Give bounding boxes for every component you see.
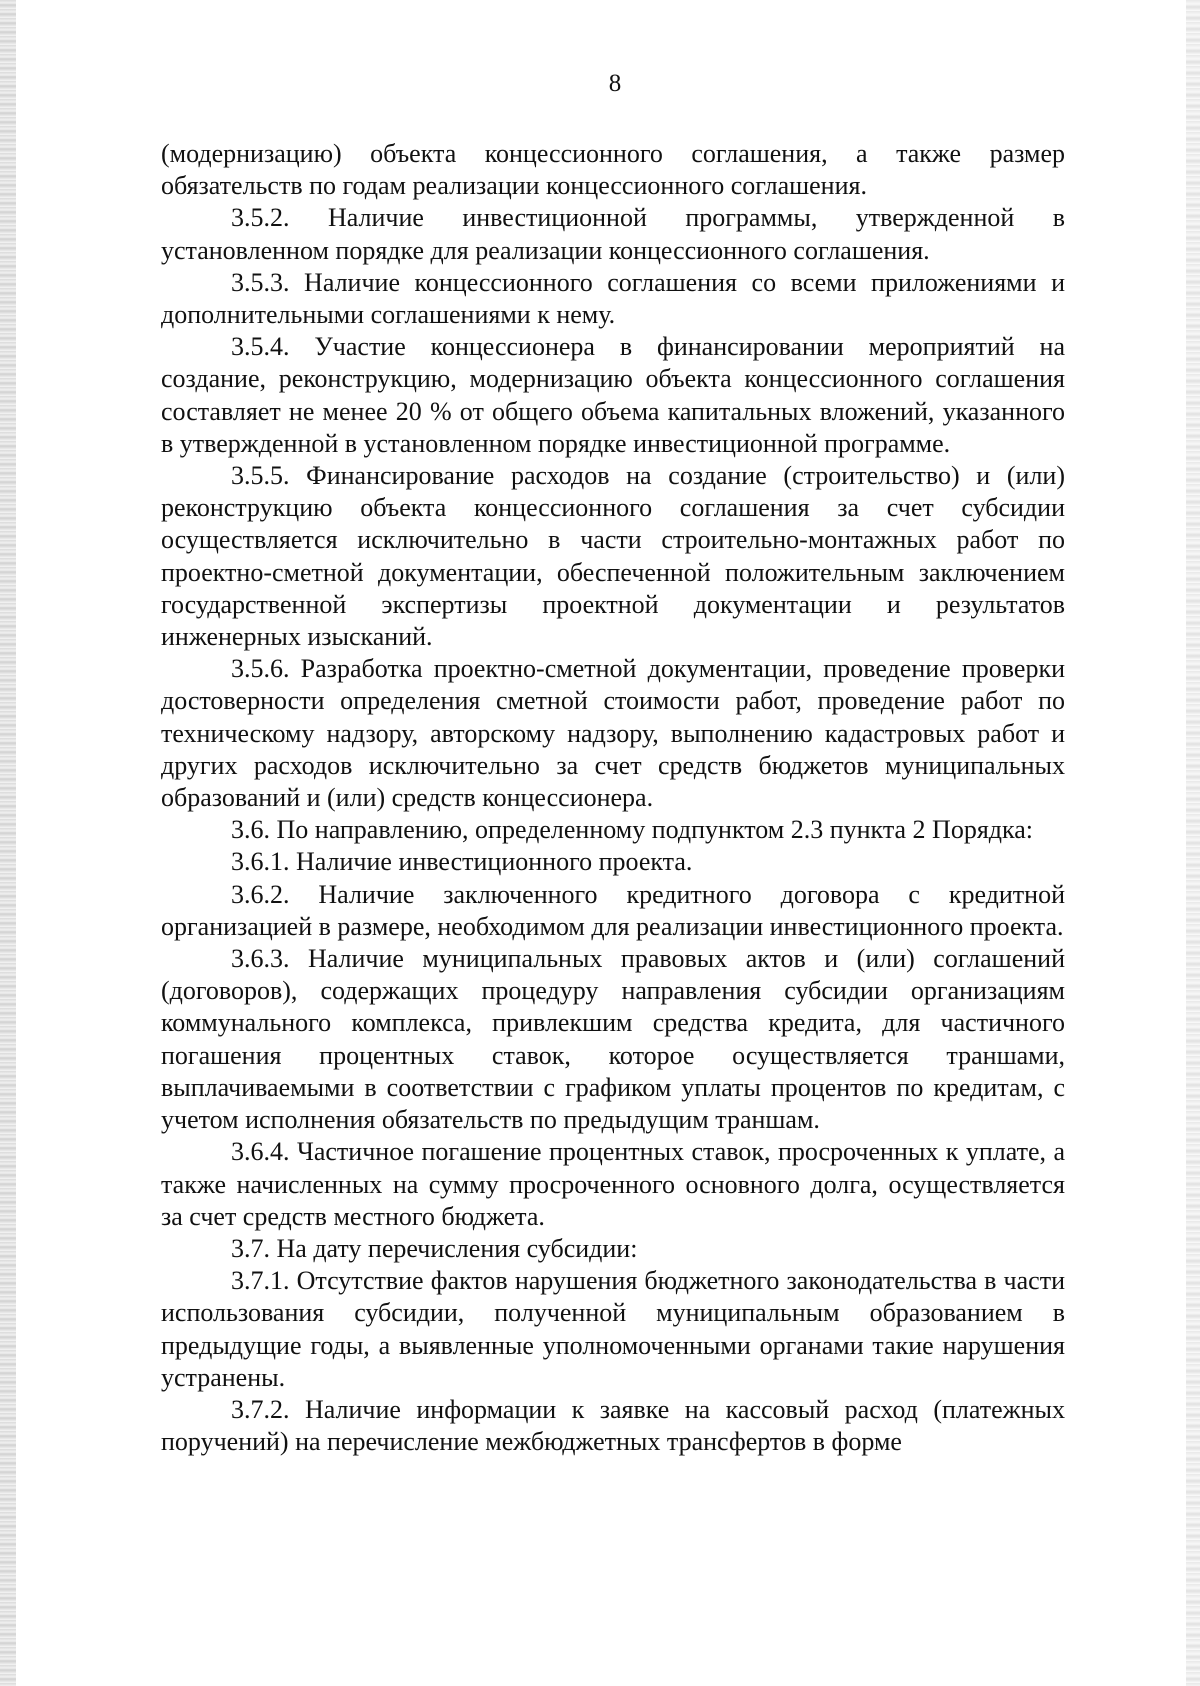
paragraph-3-5-5: 3.5.5. Финансирование расходов на создание (строительство) и (или) реконструкцию объекта концессионного соглашения за счет субсидии осуществляется исключительно в части строительно-монтажных работ по проектно-сметной документации, обеспеченной положительным заключением государственной экспертизы проектной документации и результатов инженерных изысканий. — [161, 461, 1065, 652]
paragraph-3-5-6: 3.5.6. Разработка проектно-сметной документации, проведение проверки достоверности определения сметной стоимости работ, проведение работ по техническому надзору, авторскому надзору, выполнению кадастровых работ и других расходов исключительно за счет средств бюджетов муниципальных образований и (или) средств концессионера. — [161, 654, 1065, 813]
page-number: 8 — [608, 70, 622, 97]
paragraph-3-6-2: 3.6.2. Наличие заключенного кредитного договора с кредитной организацией в размере, необходимом для реализации инвестиционного проекта. — [161, 879, 1065, 941]
scan-edge-left — [0, 0, 16, 1686]
paragraph-3-5-4: 3.5.4. Участие концессионера в финансировании мероприятий на создание, реконструкцию, модернизацию объекта концессионного соглашения составляет не менее 20 % от общего объема капитальных вложений, указанного в утвержденной в установленном порядке инвестиционной программе. — [161, 332, 1065, 458]
paragraph-3-7-2: 3.7.2. Наличие информации к заявке на кассовый расход (платежных поручений) на перечисление межбюджетных трансфертов в форме — [161, 1394, 1065, 1457]
paragraph-3-7-1: 3.7.1. Отсутствие фактов нарушения бюджетного законодательства в части использования субсидии, полученной муниципальным образованием в предыдущие годы, а выявленные уполномоченными органами такие нарушения устранены. — [161, 1266, 1065, 1392]
paragraph-3-5-3: 3.5.3. Наличие концессионного соглашения со всеми приложениями и дополнительными соглашениями к нему. — [161, 267, 1065, 330]
paragraph-3-6-1: 3.6.1. Наличие инвестиционного проекта. — [231, 847, 693, 877]
document-body — [161, 138, 1065, 1458]
paragraph-3-7: 3.7. На дату перечисления субсидии: — [231, 1233, 638, 1263]
paragraph-3-6-4: 3.6.4. Частичное погашение процентных ставок, просроченных к уплате, а также начисленных на сумму просроченного основного долга, осуществляется за счет средств местного бюджета. — [161, 1137, 1065, 1231]
scan-edge-right — [1186, 0, 1200, 1686]
paragraph-3-5-2: 3.5.2. Наличие инвестиционной программы, утвержденной в установленном порядке для реализации концессионного соглашения. — [161, 203, 1065, 265]
paragraph-3-6: 3.6. По направлению, определенному подпунктом 2.3 пункта 2 Порядка: — [231, 815, 1034, 845]
paragraph-3-6-3: 3.6.3. Наличие муниципальных правовых актов и (или) соглашений (договоров), содержащих процедуру направления субсидии организациям коммунального комплекса, привлекшим средства кредита, для частичного погашения процентных ставок, которое осуществляется траншами, выплачиваемыми в соответствии с графиком уплаты процентов по кредитам, с учетом исполнения обязательств по предыдущим траншам. — [161, 944, 1065, 1135]
paragraph-continuation: (модернизацию) объекта концессионного соглашения, а также размер обязательств по годам реализации концессионного соглашения. — [161, 139, 1065, 201]
